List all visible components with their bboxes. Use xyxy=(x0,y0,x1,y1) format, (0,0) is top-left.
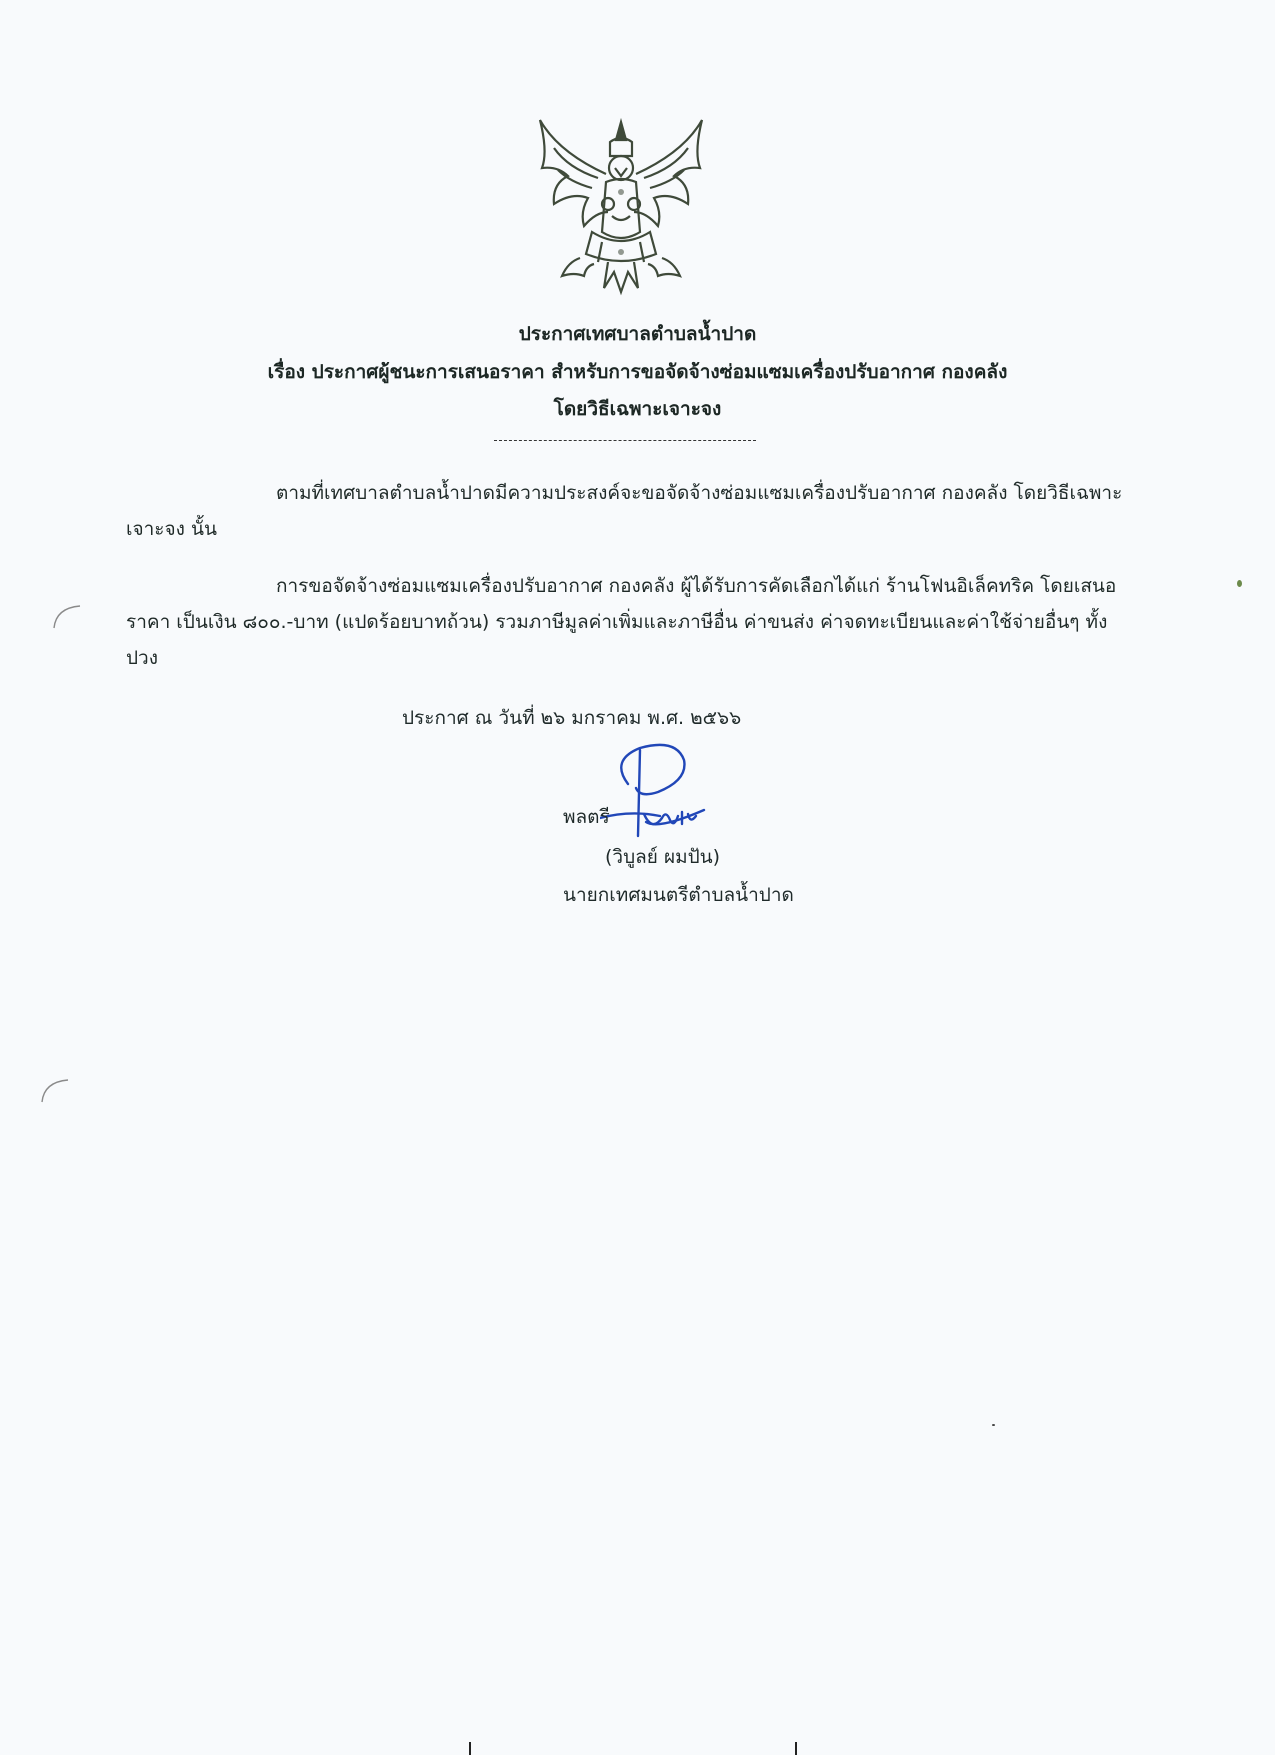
punch-hole-mark-icon xyxy=(50,600,88,638)
handwritten-signature-icon xyxy=(600,740,720,840)
scan-edge-mark xyxy=(469,1742,471,1755)
body-paragraph-1 xyxy=(126,475,1126,547)
title-divider xyxy=(494,440,756,441)
announcement-method: โดยวิธีเฉพาะเจาะจง xyxy=(553,398,722,420)
signer-rank: พลตรี xyxy=(563,806,610,828)
signer-name: (วิบูลย์ ผมปัน) xyxy=(605,846,721,868)
paper-speck xyxy=(1237,580,1242,587)
signer-position: นายกเทศมนตรีตำบลน้ำปาด xyxy=(563,884,794,906)
paragraph-1-text: ตามที่เทศบาลตำบลน้ำปาดมีความประสงค์จะขอจัดจ้างซ่อมแซมเครื่องปรับอากาศ กองคลัง โดยวิธีเฉพาะเจาะจง นั้น xyxy=(126,482,1123,540)
paper-speck xyxy=(992,1424,995,1426)
scan-edge-mark xyxy=(795,1742,797,1755)
announcement-title: ประกาศเทศบาลตำบลน้ำปาด xyxy=(518,323,757,345)
garuda-emblem-icon xyxy=(528,112,714,298)
announcement-subject: เรื่อง ประกาศผู้ชนะการเสนอราคา สำหรับการขอจัดจ้างซ่อมแซมเครื่องปรับอากาศ กองคลัง xyxy=(267,361,1008,383)
paragraph-2-text: การขอจัดจ้างซ่อมแซมเครื่องปรับอากาศ กองคลัง ผู้ได้รับการคัดเลือกได้แก่ ร้านโฟนอิเล็คทริค โดยเสนอราคา เป็นเงิน ๘๐๐.-บาท (แปดร้อยบาทถ้วน) รวมภาษีมูลค่าเพิ่มและภาษีอื่น ค่าขนส่ง ค่าจดทะเบียนและค่าใช้จ่ายอื่นๆ ทั้งปวง xyxy=(126,575,1117,669)
punch-hole-mark-icon xyxy=(38,1072,76,1110)
announcement-date: ประกาศ ณ วันที่ ๒๖ มกราคม พ.ศ. ๒๕๖๖ xyxy=(402,707,742,729)
body-paragraph-2 xyxy=(126,568,1126,676)
